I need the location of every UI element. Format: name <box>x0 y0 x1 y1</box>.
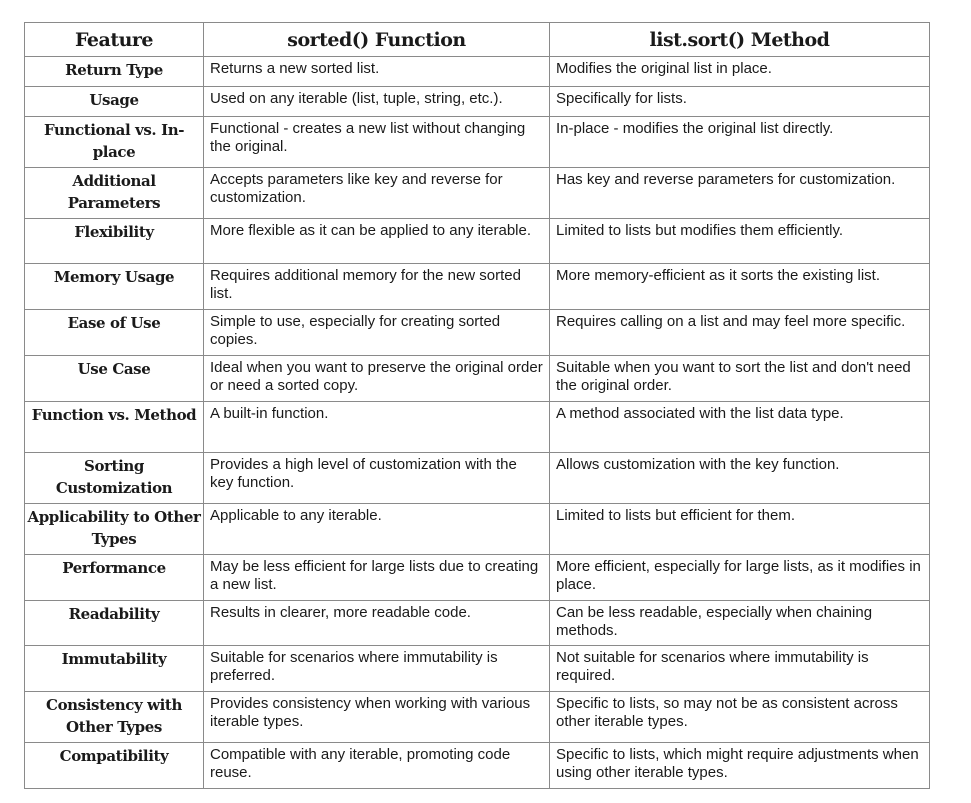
table-row <box>25 692 930 743</box>
sorted-cell: May be less efficient for large lists due to creating a new list. <box>204 555 550 601</box>
sort-cell: Specific to lists, which might require adjustments when using other iterable types. <box>550 743 930 789</box>
table-row <box>25 168 930 219</box>
table-row <box>25 555 930 601</box>
sort-cell: Limited to lists but efficient for them. <box>550 504 930 555</box>
sort-cell: Suitable when you want to sort the list and don't need the original order. <box>550 356 930 402</box>
feature-cell: Applicability to Other Types <box>25 504 204 555</box>
table-row <box>25 219 930 264</box>
sorted-cell: Provides consistency when working with various iterable types. <box>204 692 550 743</box>
sorted-cell: Compatible with any iterable, promoting code reuse. <box>204 743 550 789</box>
sort-cell: Requires calling on a list and may feel more specific. <box>550 310 930 356</box>
feature-cell: Use Case <box>25 356 204 402</box>
sort-cell: Not suitable for scenarios where immutability is required. <box>550 646 930 692</box>
sort-cell: In-place - modifies the original list directly. <box>550 117 930 168</box>
sort-cell: Limited to lists but modifies them efficiently. <box>550 219 930 264</box>
table-body <box>25 57 930 789</box>
header-list-sort-method: list.sort() Method <box>550 23 930 57</box>
table-row <box>25 87 930 117</box>
sorted-cell: Suitable for scenarios where immutability is preferred. <box>204 646 550 692</box>
sort-cell: Specifically for lists. <box>550 87 930 117</box>
table-row <box>25 453 930 504</box>
feature-cell: Return Type <box>25 57 204 87</box>
table-row <box>25 402 930 453</box>
sorted-cell: Requires additional memory for the new sorted list. <box>204 264 550 310</box>
table-row <box>25 310 930 356</box>
sorted-cell: Simple to use, especially for creating sorted copies. <box>204 310 550 356</box>
sorted-cell: More flexible as it can be applied to any iterable. <box>204 219 550 264</box>
sorted-cell: Accepts parameters like key and reverse for customization. <box>204 168 550 219</box>
feature-cell: Performance <box>25 555 204 601</box>
table-row <box>25 646 930 692</box>
sorted-cell: Used on any iterable (list, tuple, string, etc.). <box>204 87 550 117</box>
feature-cell: Ease of Use <box>25 310 204 356</box>
sort-cell: More memory-efficient as it sorts the existing list. <box>550 264 930 310</box>
sort-cell: Specific to lists, so may not be as consistent across other iterable types. <box>550 692 930 743</box>
sort-cell: Modifies the original list in place. <box>550 57 930 87</box>
table-row <box>25 264 930 310</box>
sort-cell: Allows customization with the key function. <box>550 453 930 504</box>
sorted-cell: Applicable to any iterable. <box>204 504 550 555</box>
table-row <box>25 117 930 168</box>
header-feature: Feature <box>25 23 204 57</box>
feature-cell: Compatibility <box>25 743 204 789</box>
feature-cell: Additional Parameters <box>25 168 204 219</box>
sort-cell: Has key and reverse parameters for customization. <box>550 168 930 219</box>
feature-cell: Usage <box>25 87 204 117</box>
feature-cell: Readability <box>25 601 204 646</box>
sorted-cell: Ideal when you want to preserve the original order or need a sorted copy. <box>204 356 550 402</box>
feature-cell: Function vs. Method <box>25 402 204 453</box>
sort-cell: More efficient, especially for large lists, as it modifies in place. <box>550 555 930 601</box>
table-row <box>25 504 930 555</box>
comparison-table <box>24 22 930 789</box>
feature-cell: Consistency with Other Types <box>25 692 204 743</box>
table-row <box>25 356 930 402</box>
feature-cell: Immutability <box>25 646 204 692</box>
comparison-table-container <box>24 22 930 789</box>
feature-cell: Functional vs. In-place <box>25 117 204 168</box>
sorted-cell: Functional - creates a new list without changing the original. <box>204 117 550 168</box>
header-sorted-function: sorted() Function <box>204 23 550 57</box>
feature-cell: Flexibility <box>25 219 204 264</box>
table-row <box>25 57 930 87</box>
sort-cell: A method associated with the list data type. <box>550 402 930 453</box>
sorted-cell: Returns a new sorted list. <box>204 57 550 87</box>
sort-cell: Can be less readable, especially when chaining methods. <box>550 601 930 646</box>
header-row <box>25 23 930 57</box>
sorted-cell: Provides a high level of customization with the key function. <box>204 453 550 504</box>
feature-cell: Memory Usage <box>25 264 204 310</box>
sorted-cell: Results in clearer, more readable code. <box>204 601 550 646</box>
feature-cell: Sorting Customization <box>25 453 204 504</box>
table-row <box>25 743 930 789</box>
table-row <box>25 601 930 646</box>
sorted-cell: A built-in function. <box>204 402 550 453</box>
